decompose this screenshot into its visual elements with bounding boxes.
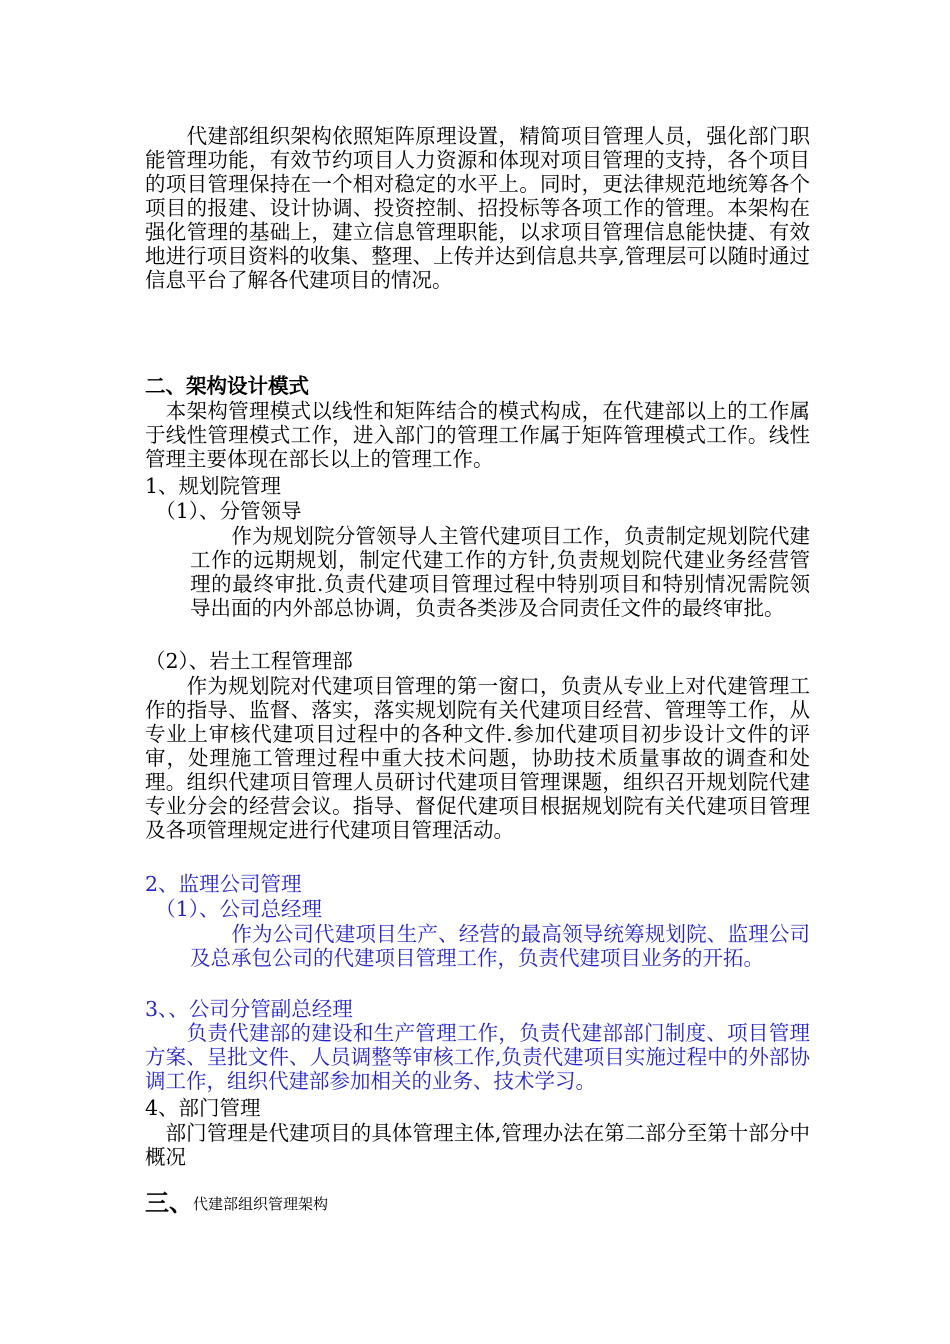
item3-text: 负责代建部的建设和生产管理工作，负责代建部部门制度、项目管理方案、呈批文件、人员调整等审核工作,负责代建项目实施过程中的外部协调工作，组织代建部参加相关的业务、技术学习。 [145, 1021, 810, 1093]
item2-sub1-text: 作为公司代建项目生产、经营的最高领导统筹规划院、监理公司及总承包公司的代建项目管理工作，负责代建项目业务的开拓。 [190, 922, 810, 970]
item1-sub2-title: （2）、岩土工程管理部 [145, 649, 353, 673]
item4-title: 4、部门管理 [145, 1096, 261, 1120]
section3-heading [145, 1183, 328, 1218]
section2-heading: 二、架构设计模式 [145, 374, 309, 398]
item1-title: 1、规划院管理 [145, 474, 282, 498]
intro-paragraph: 代建部组织架构依照矩阵原理设置，精简项目管理人员，强化部门职能管理功能，有效节约项目人力资源和体现对项目管理的支持，各个项目的项目管理保持在一个相对稳定的水平上。同时，更法律规范地统筹各个项目的报建、设计协调、投资控制、招投标等各项工作的管理。本架构在强化管理的基础上，建立信息管理职能，以求项目管理信息能快捷、有效地进行项目资料的收集、整理、上传并达到信息共享,管理层可以随时通过信息平台了解各代建项目的情况。 [145, 124, 810, 292]
item1-sub1-title: （1）、分管领导 [145, 499, 302, 523]
section2-intro: 本架构管理模式以线性和矩阵结合的模式构成，在代建部以上的工作属于线性管理模式工作，进入部门的管理工作属于矩阵管理模式工作。线性管理主要体现在部长以上的管理工作。 [145, 399, 810, 471]
section3-title: 代建部组织管理架构 [193, 1195, 329, 1213]
item2-sub1-title: （1）、公司总经理 [145, 897, 323, 921]
item4-text: 部门管理是代建项目的具体管理主体,管理办法在第二部分至第十部分中概况 [145, 1121, 810, 1169]
item1-sub1-text: 作为规划院分管领导人主管代建项目工作，负责制定规划院代建工作的远期规划，制定代建工作的方针,负责规划院代建业务经营管理的最终审批.负责代建项目管理过程中特别项目和特别情况需院领导出面的内外部总协调，负责各类涉及合同责任文件的最终审批。 [190, 524, 810, 620]
item2-title: 2、监理公司管理 [145, 872, 302, 896]
item3-title: 3、、公司分管副总经理 [145, 997, 353, 1021]
item1-sub2-text: 作为规划院对代建项目管理的第一窗口，负责从专业上对代建管理工作的指导、监督、落实，落实规划院有关代建项目经营、管理等工作，从专业上审核代建项目过程中的各种文件.参加代建项目初步设计文件的评审，处理施工管理过程中重大技术问题，协助技术质量事故的调查和处理。组织代建项目管理人员研讨代建项目管理课题，组织召开规划院代建专业分会的经营会议。指导、督促代建项目根据规划院有关代建项目管理及各项管理规定进行代建项目管理活动。 [145, 674, 810, 842]
section3-number: 三、 [145, 1188, 193, 1217]
